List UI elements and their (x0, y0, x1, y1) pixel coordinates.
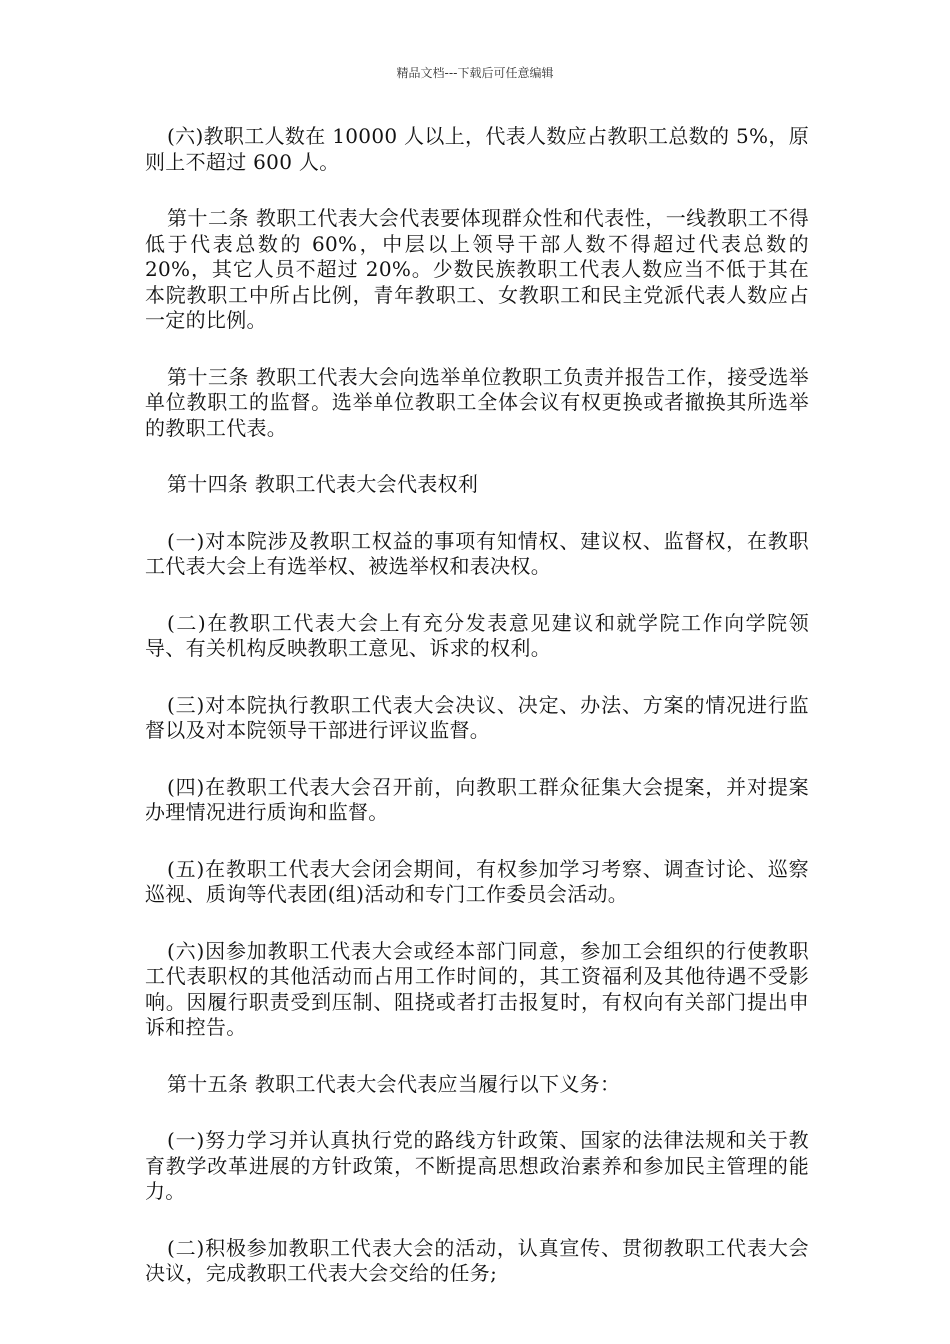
document-body (145, 124, 809, 1318)
paragraph: (一)对本院涉及教职工权益的事项有知情权、建议权、监督权，在教职工代表大会上有选举权、被选举权和表决权。 (145, 528, 809, 578)
paragraph: 第十四条 教职工代表大会代表权利 (167, 472, 479, 496)
paragraph: (六)教职工人数在 10000 人以上，代表人数应占教职工总数的 5%，原则上不超过 600 人。 (145, 124, 809, 174)
paragraph: (五)在教职工代表大会闭会期间，有权参加学习考察、调查讨论、巡察巡视、质询等代表团(组)活动和专门工作委员会活动。 (145, 856, 809, 906)
paragraph: (六)因参加教职工代表大会或经本部门同意，参加工会组织的行使教职工代表职权的其他活动而占用工作时间的，其工资福利及其他待遇不受影响。因履行职责受到压制、阻挠或者打击报复时，有权向有关部门提出申诉和控告。 (145, 938, 809, 1039)
paragraph: (一)努力学习并认真执行党的路线方针政策、国家的法律法规和关于教育教学改革进展的方针政策，不断提高思想政治素养和参加民主管理的能力。 (145, 1128, 809, 1203)
paragraph: (二)在教职工代表大会上有充分发表意见建议和就学院工作向学院领导、有关机构反映教职工意见、诉求的权利。 (145, 610, 809, 660)
paragraph: (四)在教职工代表大会召开前，向教职工群众征集大会提案，并对提案办理情况进行质询和监督。 (145, 774, 809, 824)
paragraph: (三)对本院执行教职工代表大会决议、决定、办法、方案的情况进行监督以及对本院领导干部进行评议监督。 (145, 692, 809, 742)
paragraph: 第十二条 教职工代表大会代表要体现群众性和代表性，一线教职工不得低于代表总数的 60%，中层以上领导干部人数不得超过代表总数的 20%，其它人员不超过 20%。少数民族教职工代表人数应当不低于其在本院教职工中所占比例，青年教职工、女教职工和民主党派代表人数应占一定的比例。 (145, 206, 809, 332)
paragraph: (二)积极参加教职工代表大会的活动，认真宣传、贯彻教职工代表大会决议，完成教职工代表大会交给的任务; (145, 1235, 809, 1285)
paragraph: 第十三条 教职工代表大会向选举单位教职工负责并报告工作，接受选举单位教职工的监督。选举单位教职工全体会议有权更换或者撤换其所选举的教职工代表。 (145, 364, 809, 440)
paragraph: 第十五条 教职工代表大会代表应当履行以下义务： (167, 1071, 621, 1096)
page-header: 精品文档---下载后可任意编辑 (396, 66, 554, 80)
